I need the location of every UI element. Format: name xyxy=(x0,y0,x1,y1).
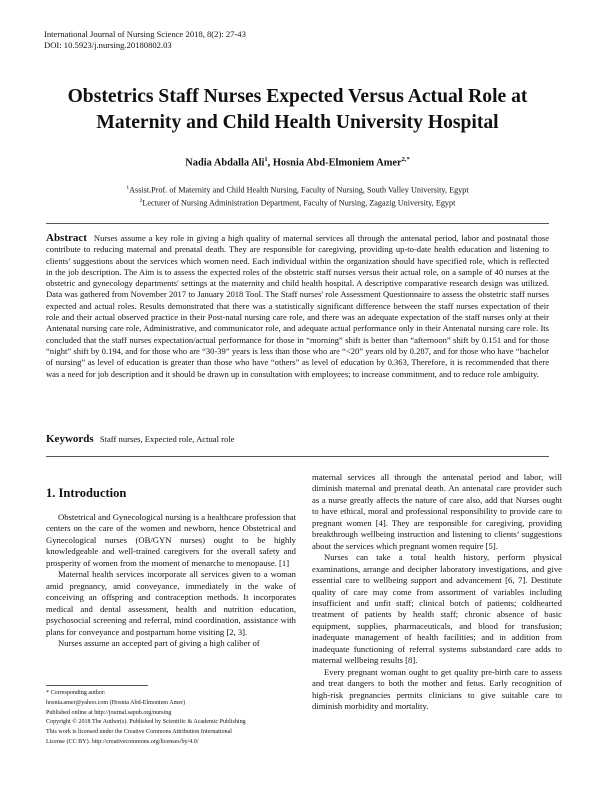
author-2: Hosnia Abd-Elmoniem Amer xyxy=(272,157,402,169)
paragraph: Nurses assume an accepted part of giving a high caliber of xyxy=(58,637,260,648)
title-line-2: Maternity and Child Health University Hospital xyxy=(96,112,499,133)
left-column xyxy=(46,512,296,649)
right-column xyxy=(312,472,562,713)
abstract-top-rule xyxy=(46,223,549,224)
affiliation-1 xyxy=(30,183,565,196)
affiliation-2 xyxy=(30,196,565,209)
abstract xyxy=(46,233,549,380)
footnote-line: This work is licensed under the Creative Commons Attribution International xyxy=(46,729,232,736)
abstract-label: Abstract xyxy=(46,232,87,244)
doi-line: DOI: 10.5923/j.nursing.20180802.03 xyxy=(44,40,172,50)
affiliation-1-mark: 1 xyxy=(126,185,130,191)
paragraph: Maternal health services incorporate all services given to a woman amid pregnancy, amid conveyance, immediately in the wake of conceiving an offspring and contraception methods. It incorporates medical and dental assessment, health and nutrition education, psychosocial screening and referral, mind coordination, assistance with plans for conveyance and postpartum home visiting [2, 3]. xyxy=(46,569,296,637)
paragraph: Every pregnant woman ought to get quality pre-birth care to assess and treat dangers to both the mother and fetus. Early recognition of high-risk pregnancies permits clinicians to give suitable care to diminish morbidity and mortality. xyxy=(312,666,562,712)
paragraph: Nurses can take a total health history, perform physical examinations, arrange and decipher laboratory investigations, and give essential care to wellbeing support and advancement [6, 7]. Destitute quality of care may come from assortment of variables including insufficient and unfit staff; clinical botch of patients; coldhearted treatment of patients by health staff; chronic absence of basic equipment, supplies, pharmaceuticals, and blood for transfusion; inadequate management of health facilities; and in addition from inadequate functioning of referral systems substandard care adds to maternal wellbeing results [8]. xyxy=(312,552,562,666)
affiliation-2-mark: 2 xyxy=(139,197,143,204)
footnote xyxy=(46,689,306,748)
abstract-text: Nurses assume a key role in giving a high quality of maternal services all through the antenatal period, labor and postnatal those contribute to reducing maternal and prenatal death. They are responsible for caregiving, providing up-to-date health education and listening to clients’ suggestions about the services which women need. Each individual within the organization should have specified role, which is reflected in the job description. The Aim is to assess the expected roles of the obstetric staff nurses versus their actual role, on a sample of 40 nurses at the obstetric and gynecology departments' settings at the maternity and child health hospital. A descriptive comparative research design was utilized. Data was gathered from November 2017 to January 2018 Tool. The Staff nurses' role Assessment Questionnaire to assess the obstetric staff nurses expected and actual roles. Results demonstrated that there was a statistically significant difference between the staff nurses expectation of their role and their actual observed practice in their Post-natal nursing care role, and there was an adequate expectation of the staff nurses only at their Antenatal nursing care role, Administrative, and communicator role, and adequate actual performance only in their Antenatal nursing care role. Its concluded that the staff nurses expectation/actual performance for those in “morning” shift is better than “afternoon” shift by 0.151 and for those “night” shift by 0.194, and for those who are “30-39” years is less than those who are “<20” years old by 0.287, and for those who have “bachelor of nursing” as level of education is greater than those who have “others” as level of education by 0.363, Therefore, it is recommended that there was a need for job description and it should be drawn up in consultation with employees; to increase commitment, and to reduce role ambiguity. xyxy=(46,233,550,379)
footnote-line: License (CC BY). http://creativecommons.org/licenses/by/4.0/ xyxy=(46,738,199,745)
footnote-line: Copyright © 2018 The Author(s). Published by Scientific & Academic Publishing xyxy=(46,719,246,726)
author-list xyxy=(30,156,565,168)
paper-title xyxy=(30,84,565,136)
affiliation-2-text: Lecturer of Nursing Administration Department, Faculty of Nursing, Zagazig University, Egypt xyxy=(142,198,456,208)
journal-header xyxy=(44,29,246,51)
author-1-affil: 1 xyxy=(264,156,268,163)
keywords-label: Keywords xyxy=(46,433,94,445)
paragraph: maternal services all through the antenatal period and labor, will diminish maternal and prenatal death. An antenatal care provider such as a nurse greatly affects the nature of care also, add that Nurses ought to have ethical, moral and professional responsibility to provide care to pregnant women [4]. They are responsible for caregiving, providing breakthrough wellbeing instruction and listening to clients’ suggestions about the services which pregnant women require [5]. xyxy=(312,472,562,551)
affiliations xyxy=(30,183,565,208)
abstract-bottom-rule xyxy=(46,456,549,457)
journal-citation: International Journal of Nursing Science 2018, 8(2): 27-43 xyxy=(44,29,246,39)
footnote-line: hosnia.amer@yahoo.com (Hosnia Abd-Elmoniem Amer) xyxy=(46,699,186,706)
footnote-rule xyxy=(46,685,148,686)
footnote-line: Published online at http://journal.sapub.org/nursing xyxy=(46,709,172,716)
paragraph: Obstetrical and Gynecological nursing is a healthcare profession that centers on the care of the women and newborn, hence Obstetrical and Gynecological nurses (OB/GYN nurses) ought to be highly knowledgeable and well-trained caregivers for the overall safety and prosperity of women from the moment of menarche to menopause. [1] xyxy=(46,512,296,568)
author-2-affil: 2,* xyxy=(401,156,410,163)
keywords xyxy=(46,433,235,445)
section-heading-introduction: 1. Introduction xyxy=(46,486,127,500)
affiliation-1-text: Assist.Prof. of Maternity and Child Health Nursing, Faculty of Nursing, South Valley University, Egypt xyxy=(129,185,469,195)
footnote-line: * Corresponding author: xyxy=(46,690,106,696)
title-line-1: Obstetrics Staff Nurses Expected Versus Actual Role at xyxy=(67,86,528,107)
author-1: Nadia Abdalla Ali xyxy=(185,157,265,169)
keywords-text: Staff nurses, Expected role, Actual role xyxy=(99,434,235,444)
author-separator: , xyxy=(267,157,273,169)
